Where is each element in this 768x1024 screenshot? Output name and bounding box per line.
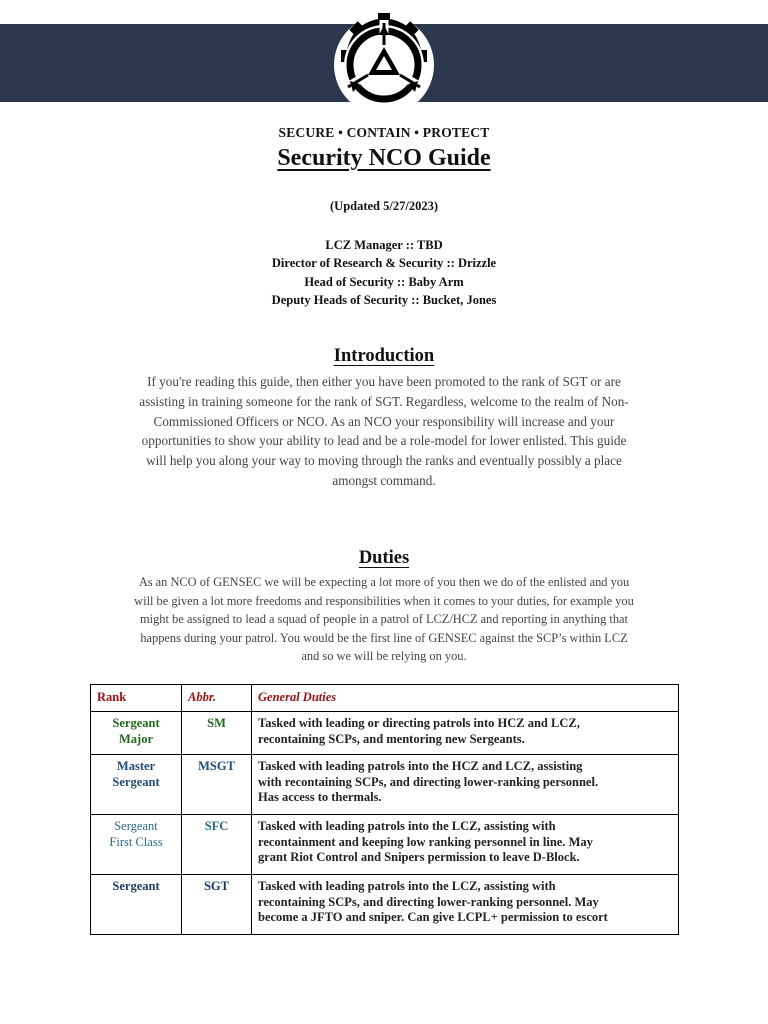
abbr-cell: SM (182, 712, 252, 755)
motto: SECURE • CONTAIN • PROTECT (278, 125, 490, 140)
rank-text: Master (116, 759, 156, 773)
table-row (91, 712, 679, 755)
rank-cell (91, 875, 182, 935)
duty-cell (252, 712, 679, 755)
duties-paragraph (95, 573, 673, 666)
paragraph-line: Commissioned Officers or NCO. As an NCO your responsibility will increase and your (153, 413, 615, 429)
introduction-heading: Introduction (333, 346, 435, 366)
rank-text: Sergeant (112, 774, 160, 789)
rank-cell (91, 815, 182, 875)
staff-line: Director of Research & Security :: Drizzle (271, 256, 497, 271)
staff-line: Deputy Heads of Security :: Bucket, Jones (271, 292, 497, 307)
abbr-cell: SFC (182, 815, 252, 875)
duty-text: Tasked with leading patrols into the LCZ, assisting with (258, 879, 556, 893)
staff-list (0, 236, 768, 309)
duty-cell (252, 755, 679, 815)
rank-text: First Class (109, 834, 163, 849)
paragraph-line: and so we will be relying on you. (301, 649, 467, 664)
table-row (91, 815, 679, 875)
abbr-cell: MSGT (182, 755, 252, 815)
column-header-abbr: Abbr. (182, 685, 252, 712)
paragraph-line: might be assigned to lead a squad of people in a patrol of LCZ/HCZ and reporting in anything that (140, 612, 628, 627)
duty-text: recontaining SCPs, and mentoring new Sergeants. (258, 731, 525, 746)
paragraph-line: assisting in training someone for the rank of SGT. Regardless, welcome to the realm of Non- (139, 393, 629, 409)
duty-text: Tasked with leading patrols into the HCZ and LCZ, assisting (258, 759, 583, 773)
duty-text: Tasked with leading or directing patrols into HCZ and LCZ, (258, 716, 580, 730)
paragraph-line: happens during your patrol. You would be the first line of GENSEC against the SCP’s within LCZ (140, 630, 628, 645)
duty-text: become a JFTO and sniper. Can give LCPL+ permission to escort (258, 910, 608, 924)
table-header-row (91, 685, 679, 712)
duty-cell (252, 875, 679, 935)
paragraph-line: As an NCO of GENSEC we will be expecting a lot more of you then we do of the enlisted and you (138, 575, 630, 589)
table-row (91, 755, 679, 815)
paragraph-line: If you're reading this guide, then either you have been promoted to the rank of SGT or are (147, 374, 621, 389)
duty-text: recontainment and keeping low ranking personnel in line. May (258, 834, 593, 849)
paragraph-line: will help you along your way to moving through the ranks and eventually possibly a place (146, 453, 622, 469)
staff-line: Head of Security :: Baby Arm (304, 274, 464, 289)
duties-heading: Duties (358, 548, 410, 568)
rank-text: Sergeant (112, 716, 160, 730)
duty-text: Tasked with leading patrols into the LCZ, assisting with (258, 819, 556, 833)
duty-text: Has access to thermals. (258, 790, 382, 804)
page-title: Security NCO Guide (277, 145, 491, 171)
duty-text: grant Riot Control and Snipers permission to leave D-Block. (258, 850, 580, 864)
paragraph-line: will be given a lot more freedoms and responsibilities when it comes to your duties, for example you (134, 593, 634, 608)
duty-cell (252, 815, 679, 875)
rank-text: Sergeant (114, 819, 158, 833)
introduction-paragraph (95, 372, 673, 491)
duty-text: with recontaining SCPs, and directing lower-ranking personnel. (258, 774, 599, 789)
rank-cell (91, 712, 182, 755)
paragraph-line: opportunities to show your ability to lead and be a role-model for lower enlisted. This guide (141, 433, 627, 449)
column-header-rank: Rank (91, 685, 182, 712)
paragraph-line: amongst command. (332, 472, 436, 488)
duty-text: recontaining SCPs, and directing lower-ranking personnel. May (258, 894, 599, 909)
abbr-cell: SGT (182, 875, 252, 935)
rank-cell (91, 755, 182, 815)
updated-date: (Updated 5/27/2023) (330, 199, 438, 213)
rank-duties-table (90, 684, 679, 935)
table-row (91, 875, 679, 935)
column-header-general-duties: General Duties (252, 685, 679, 712)
scp-foundation-logo-icon (326, 7, 442, 123)
rank-text: Sergeant (112, 879, 160, 893)
staff-line: LCZ Manager :: TBD (325, 238, 443, 252)
rank-text: Major (118, 731, 153, 746)
